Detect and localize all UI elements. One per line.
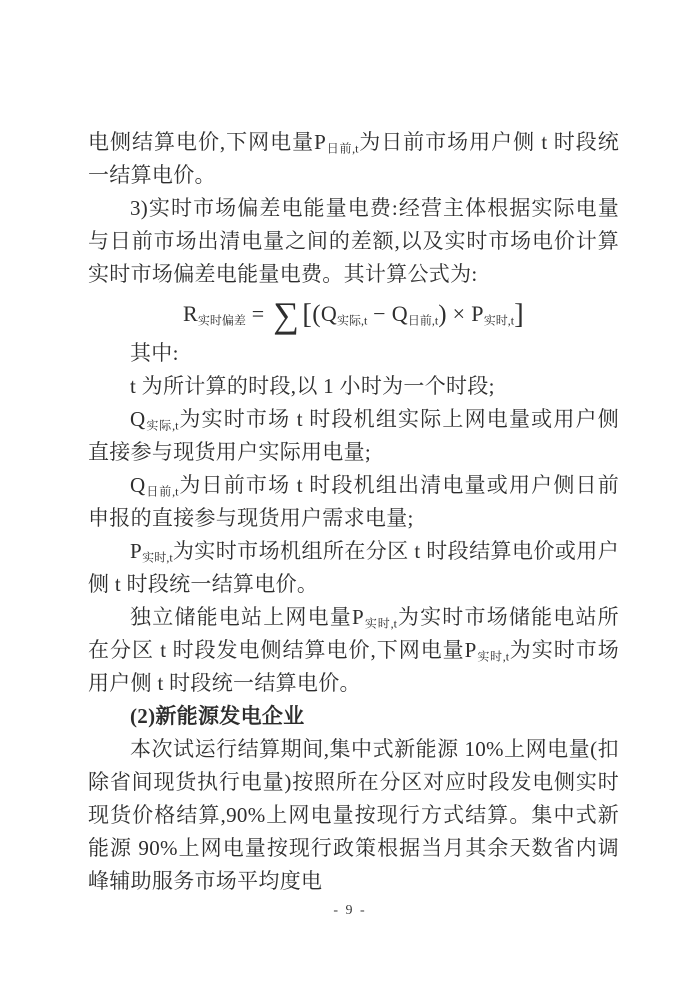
text-run: 为实时市场储能电站所在分区 t 时段发电侧结算电价,下网电量P — [88, 605, 619, 662]
text-run: 为日前市场 t 时段机组出清电量或用户侧日前申报的直接参与现货用户需求电量; — [88, 473, 619, 530]
paragraph-t-definition: t 为所计算的时段,以 1 小时为一个时段; — [130, 374, 495, 398]
times-sign: × — [446, 301, 472, 326]
subscript-actual-t: 实际,t — [145, 418, 179, 433]
paragraph-where: 其中: — [130, 341, 179, 365]
equals-sign: = — [245, 301, 271, 326]
formula-lhs-subscript: 实时偏差 — [197, 313, 246, 328]
formula-p-realtime: P — [471, 301, 484, 326]
formula-q-actual: Q — [320, 301, 338, 326]
text-run: 为实时市场 t 时段机组实际上网电量或用户侧直接参与现货用户实际用电量; — [88, 407, 619, 464]
text-run: 独立储能电站上网电量P — [130, 605, 364, 629]
subscript-realtime-t: 实时,t — [476, 649, 510, 664]
formula-realtime-deviation — [88, 291, 619, 337]
close-paren: ) — [438, 301, 447, 328]
open-paren: ( — [312, 301, 321, 328]
paragraph-q-dayahead-definition — [88, 469, 619, 535]
paragraph-realtime-deviation-intro: 3)实时市场偏差电能量电费:经营主体根据实际电量与日前市场出清电量之间的差额,以及实时市场电价计算实时市场偏差电能量电费。其计算公式为: — [88, 196, 619, 286]
heading-new-energy-enterprises: (2)新能源发电企业 — [130, 704, 305, 728]
subscript-actual-t: 实际,t — [337, 313, 368, 328]
subscript-dayahead-t: 日前,t — [326, 141, 359, 156]
subscript-dayahead-t: 日前,t — [407, 313, 439, 328]
paragraph-q-actual-definition — [88, 403, 619, 469]
formula-lhs: R — [182, 301, 198, 326]
paragraph-continuation — [88, 126, 619, 192]
open-bracket: [ — [302, 298, 313, 330]
document-body — [88, 126, 619, 898]
minus-sign: − — [367, 301, 392, 326]
text-run: 为实时市场用户侧 t 时段统一结算电价。 — [88, 638, 620, 695]
summation-symbol: ∑ — [273, 295, 300, 335]
text-run: 电侧结算电价,下网电量P — [88, 130, 327, 154]
close-bracket: ] — [514, 298, 525, 330]
subscript-realtime-t: 实时,t — [141, 550, 173, 565]
paragraph-storage-station — [88, 601, 619, 700]
text-run: 为实时市场机组所在分区 t 时段结算电价或用户侧 t 时段统一结算电价。 — [88, 539, 619, 596]
subscript-realtime-t: 实时,t — [363, 616, 397, 631]
text-run: P — [130, 539, 142, 563]
subscript-realtime-t: 实时,t — [483, 313, 515, 328]
subscript-dayahead-t: 日前,t — [145, 484, 179, 499]
paragraph-p-realtime-definition — [88, 535, 619, 601]
page-number: - 9 - — [333, 903, 367, 918]
text-run: Q — [130, 407, 146, 431]
paragraph-new-energy-settlement: 本次试运行结算期间,集中式新能源 10%上网电量(扣除省间现货执行电量)按照所在分区对应时段发电侧实时现货价格结算,90%上网电量按现行方式结算。集中式新能源 90%上网电量按现行政策根据当月其余天数省内调峰辅助服务市场平均度电 — [88, 737, 619, 893]
text-run: 为日前市场用户侧 t 时段统一结算电价。 — [88, 130, 619, 187]
text-run: Q — [130, 473, 146, 497]
formula-q-dayahead: Q — [391, 301, 408, 326]
